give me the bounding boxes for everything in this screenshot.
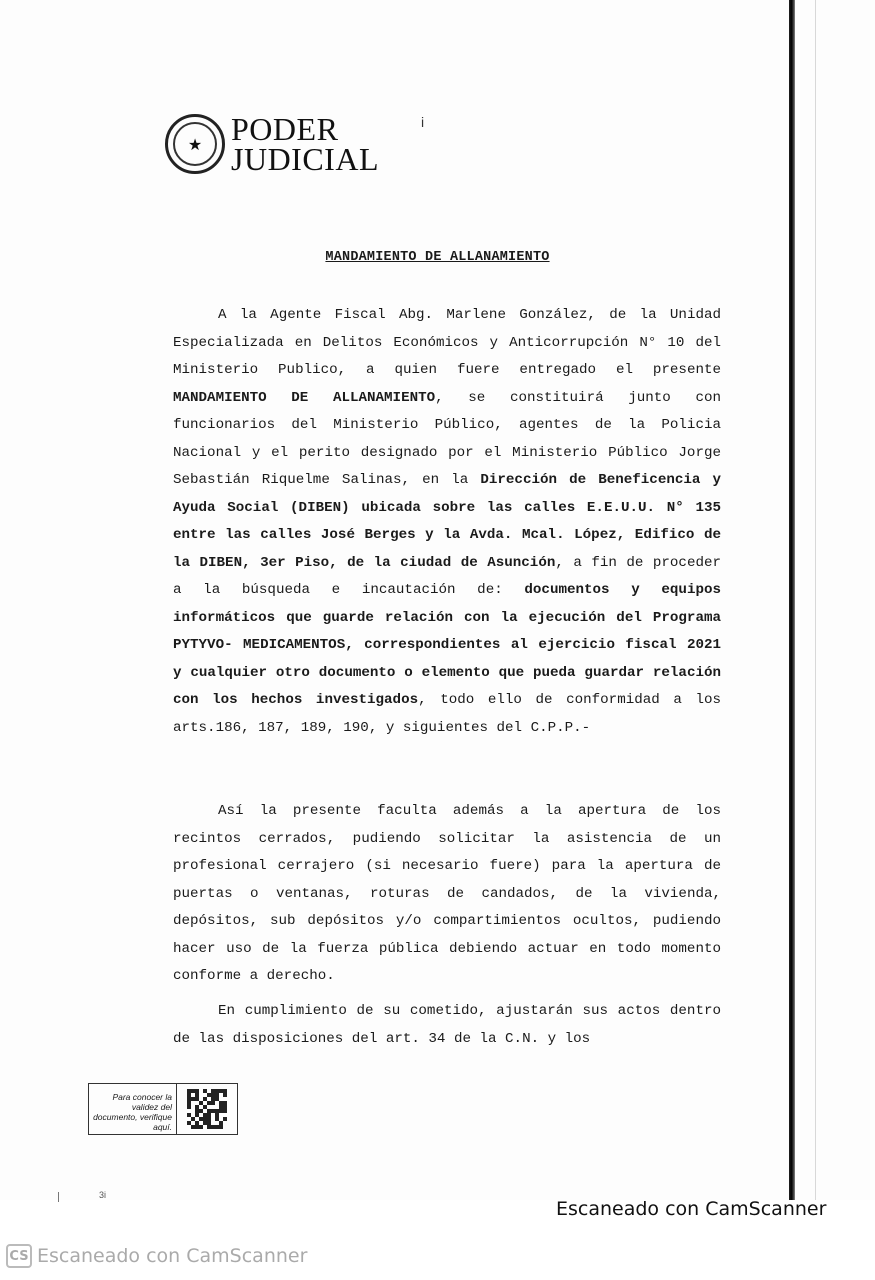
- document-title: MANDAMIENTO DE ALLANAMIENTO: [325, 250, 550, 265]
- paragraph-3: [173, 998, 721, 1053]
- qr-module: [223, 1125, 227, 1129]
- qr-code-icon[interactable]: [177, 1084, 237, 1134]
- p1-text-f: documentos y equipos informáticos que guarde relación con la ejecución del Programa PYTYVO- MEDICAMENTOS, correspondientes al ejercicio fiscal 2021 y cualquier otro documento o elemento que pueda guardar relación con los hechos investigados: [173, 582, 722, 708]
- camscanner-watermark-right: Escaneado con CamScanner: [556, 1198, 827, 1220]
- verification-box: [88, 1083, 238, 1135]
- p1-text-b: MANDAMIENTO DE ALLANAMIENTO: [173, 389, 436, 406]
- national-seal-icon: ★: [165, 114, 225, 174]
- page-edge-line: [815, 0, 816, 1200]
- p2-text: Así la presente faculta además a la apertura de los recintos cerrados, pudiendo solicitar la asistencia de un profesional cerrajero (si necesario fuere) para la apertura de puertas o ventanas, roturas de candados, de la vivienda, depósitos, sub depósitos y/o compartimientos ocultos, pudiendo hacer uso de la fuerza pública debiendo actuar en todo momento conforme a derecho.: [173, 803, 721, 984]
- p1-text-c: , se constituirá junto con funcionarios del Ministerio Público, agentes de la Policia Nacional y el perito designado por el Ministerio Público Jorge Sebastián Riquelme Salinas, en la: [173, 389, 721, 488]
- page-mark: 3i: [99, 1190, 107, 1200]
- p3-text: En cumplimiento de su cometido, ajustarán sus actos dentro de las disposiciones del art. 34 de la C.N. y los: [173, 1003, 721, 1047]
- verification-text: Para conocer la validez del documento, verifique aquí.: [89, 1084, 177, 1134]
- logo-line-1: PODER: [231, 111, 339, 147]
- camscanner-logo-icon: CS: [6, 1244, 32, 1268]
- camscanner-footer: [6, 1244, 307, 1268]
- logo-text: [231, 111, 379, 177]
- p1-text-g: , todo ello de conformidad a los arts.186, 187, 189, 190, y siguientes del C.P.P.-: [173, 692, 722, 736]
- p1-text-d: Dirección de Beneficencia y Ayuda Social (DIBEN) ubicada sobre las calles E.E.U.U. N° 135 entre las calles José Berges y la Avda. Mcal. López, Edifico de la DIBEN, 3er Piso, de la ciudad de Asunción: [173, 472, 721, 571]
- p1-text-a: A la Agente Fiscal Abg. Marlene González, de la Unidad Especializada en Delitos Económicos y Anticorrupción N° 10 del Ministerio Publico, a quien fuere entregado el presente: [173, 307, 721, 378]
- paragraph-1: [173, 302, 721, 742]
- scan-mark: [58, 1192, 59, 1202]
- logo-line-2: JUDICIAL: [231, 141, 379, 177]
- page-edge-shadow: [789, 0, 795, 1200]
- p1-text-e: , a fin de proceder a la búsqueda e incautación de:: [173, 554, 721, 598]
- poder-judicial-logo: [165, 111, 379, 177]
- camscanner-watermark-bottom: Escaneado con CamScanner: [37, 1245, 308, 1267]
- stray-mark: i: [421, 114, 425, 130]
- paragraph-2: [173, 798, 721, 991]
